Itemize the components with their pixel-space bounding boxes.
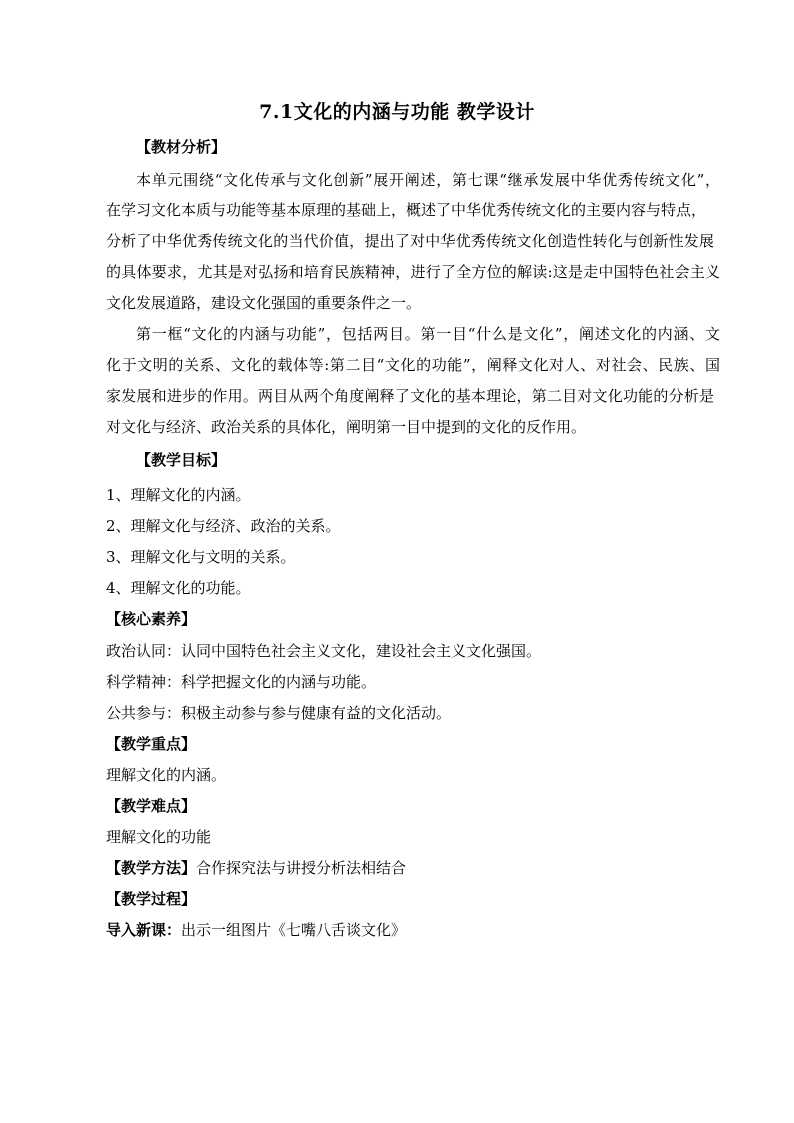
section-heading-process: 【教学过程】 — [106, 890, 197, 908]
paragraph-line: 化于文明的关系、文化的载体等:第二目“文化的功能”，阐释文化对人、对社会、民族、国 — [106, 356, 720, 374]
section-text: 理解文化的内涵。 — [106, 766, 227, 784]
method-line — [106, 857, 720, 879]
list-item: 政治认同：认同中国特色社会主义文化，建设社会主义文化强国。 — [106, 642, 542, 660]
paragraph-line: 对文化与经济、政治关系的具体化，阐明第一目中提到的文化的反作用。 — [106, 418, 587, 436]
document-title: 7.1文化的内涵与功能 教学设计 — [259, 101, 535, 123]
paragraph-line: 文化发展道路，建设文化强国的重要条件之一。 — [106, 294, 422, 312]
list-item: 公共参与：积极主动参与参与健康有益的文化活动。 — [106, 704, 452, 722]
paragraph-line: 第一框“文化的内涵与功能”，包括两目。第一目“什么是文化”，阐述文化的内涵、文 — [136, 325, 720, 343]
section-heading-difficulty: 【教学难点】 — [106, 797, 197, 815]
list-item: 2、理解文化与经济、政治的关系。 — [106, 517, 341, 535]
section-heading-key-point: 【教学重点】 — [106, 735, 197, 753]
intro-line — [106, 919, 720, 941]
paragraph-line: 在学习文化本质与功能等基本原理的基础上，概述了中华优秀传统文化的主要内容与特点， — [106, 201, 706, 219]
paragraph-line: 分析了中华优秀传统文化的当代价值，提出了对中华优秀传统文化创造性转化与创新性发展 — [106, 232, 714, 250]
section-heading-method: 【教学方法】 — [106, 859, 197, 877]
list-item: 3、理解文化与文明的关系。 — [106, 548, 296, 566]
paragraph-line: 家发展和进步的作用。两目从两个角度阐释了文化的基本理论，第二目对文化功能的分析是 — [106, 387, 714, 405]
paragraph-line: 本单元围绕“文化传承与文化创新”展开阐述，第七课“继承发展中华优秀传统文化”， — [136, 171, 720, 189]
list-item: 4、理解文化的功能。 — [106, 579, 251, 597]
section-heading-literacy: 【核心素养】 — [106, 610, 197, 628]
intro-text: 出示一组图片《七嘴八舌谈文化》 — [181, 921, 407, 939]
paragraph-line: 的具体要求，尤其是对弘扬和培育民族精神，进行了全方位的解读:这是走中国特色社会主义 — [106, 263, 720, 281]
section-text: 合作探究法与讲授分析法相结合 — [196, 859, 407, 877]
list-item: 科学精神：科学把握文化的内涵与功能。 — [106, 673, 377, 691]
intro-label: 导入新课： — [106, 921, 182, 939]
list-item: 1、理解文化的内涵。 — [106, 486, 251, 504]
section-heading-objectives: 【教学目标】 — [136, 451, 227, 469]
section-text: 理解文化的功能 — [106, 828, 212, 846]
section-heading-material-analysis: 【教材分析】 — [136, 138, 227, 156]
